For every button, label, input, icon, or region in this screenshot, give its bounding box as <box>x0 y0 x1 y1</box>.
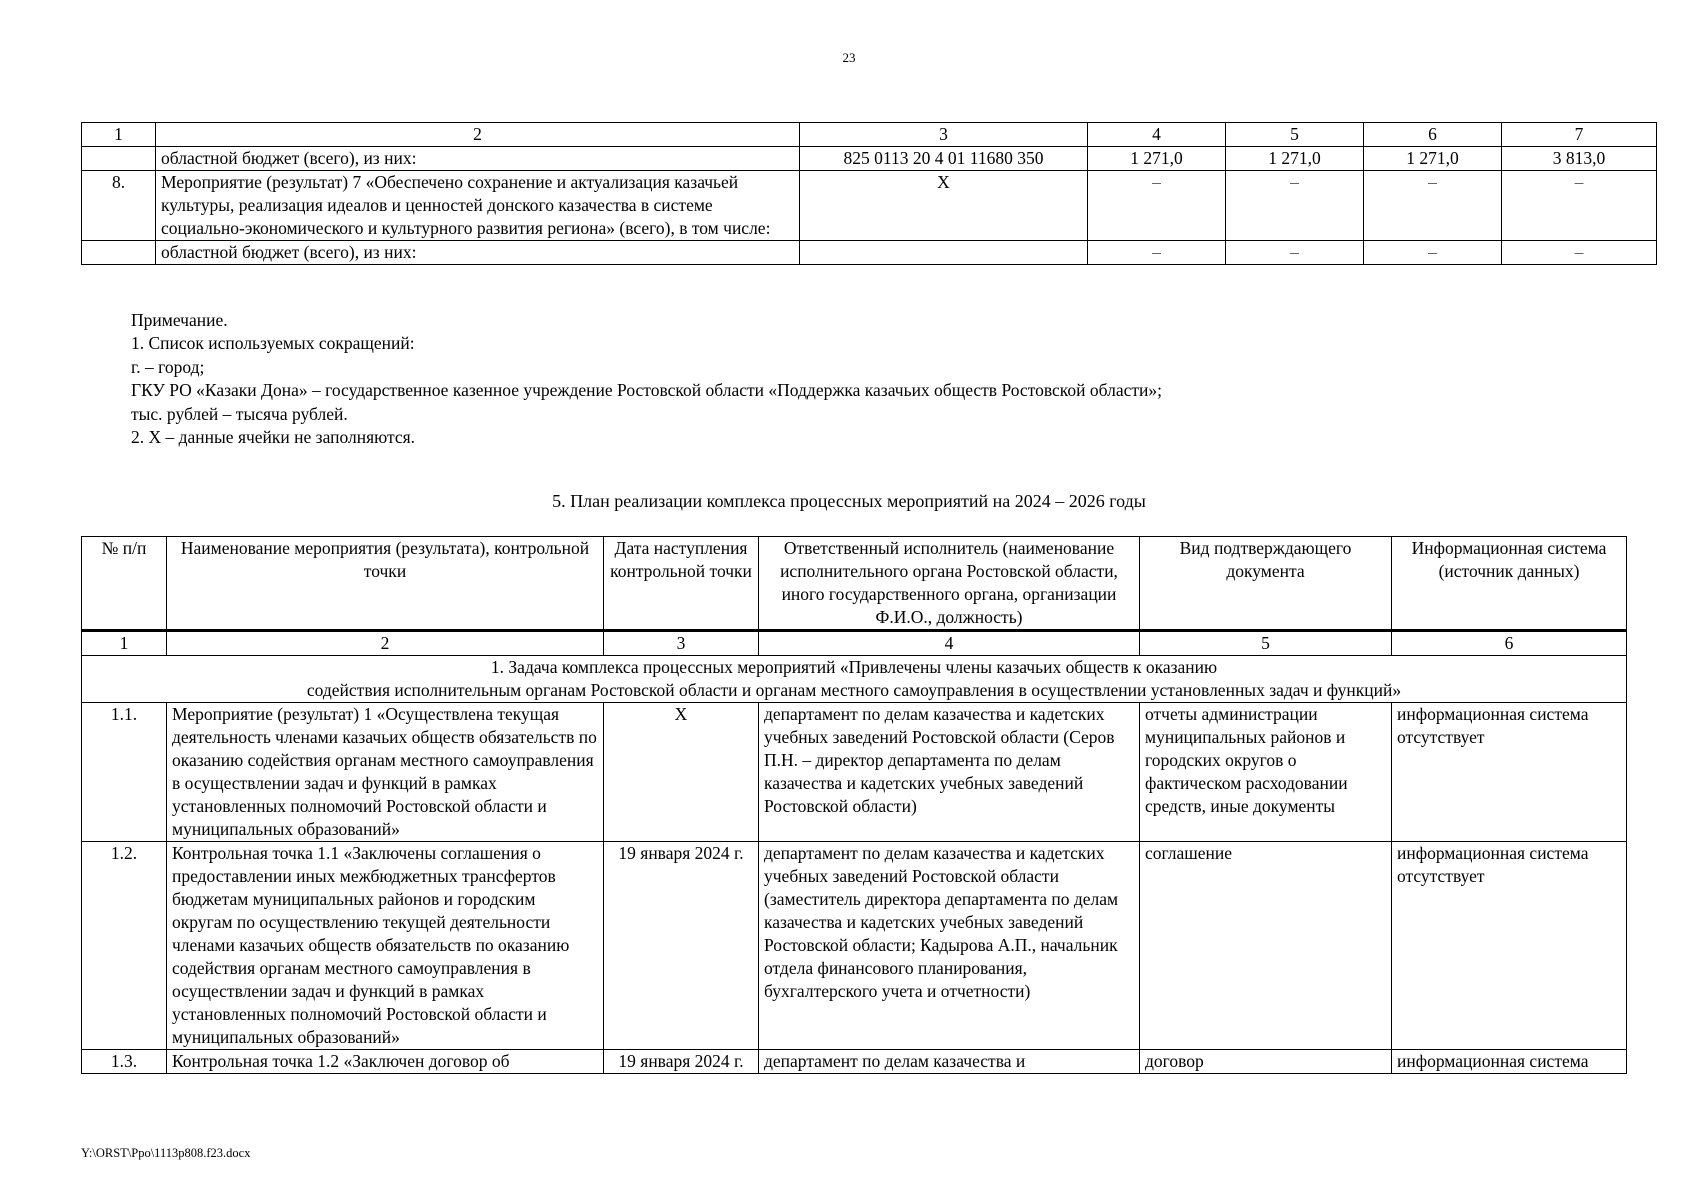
value-cell: 3 813,0 <box>1502 147 1657 171</box>
column-number: 5 <box>1226 123 1364 147</box>
header-cell-system: Информационная система (источник данных) <box>1392 537 1627 631</box>
system-cell: информационная система отсутствует <box>1392 703 1627 842</box>
item-name-cell: областной бюджет (всего), из них: <box>156 241 800 265</box>
value-cell: 1 271,0 <box>1364 147 1502 171</box>
header-cell-document: Вид подтверждающего документа <box>1140 537 1392 631</box>
value-cell: – <box>1226 241 1364 265</box>
item-name-cell: Контрольная точка 1.2 «Заключен договор об <box>167 1050 604 1074</box>
column-numbers-row <box>82 631 1627 656</box>
document-cell: соглашение <box>1140 842 1392 1050</box>
notes-line: 1. Список используемых сокращений: <box>131 333 415 354</box>
row-number-cell <box>82 241 156 265</box>
notes-line: 2. Х – данные ячейки не заполняются. <box>131 427 416 448</box>
notes-line: ГКУ РО «Казаки Дона» – государственное казенное учреждение Ростовской области «Поддержка казачьих обществ Ростовской области»; <box>131 380 1163 401</box>
row-number-cell: 1.2. <box>82 842 167 1050</box>
value-cell: – <box>1226 171 1364 241</box>
table-row <box>82 147 1657 171</box>
table-header-row <box>82 123 1657 147</box>
file-path-footer: Y:\ORST\Ppo\1113p808.f23.docx <box>81 1146 251 1160</box>
value-cell: 1 271,0 <box>1226 147 1364 171</box>
date-cell: 19 января 2024 г. <box>604 842 759 1050</box>
task-cell <box>82 656 1627 703</box>
value-cell: 1 271,0 <box>1088 147 1226 171</box>
column-number: 1 <box>82 123 156 147</box>
row-number-cell: 8. <box>82 171 156 241</box>
table-row <box>82 171 1657 241</box>
system-cell: информационная система <box>1392 1050 1627 1074</box>
column-number: 4 <box>759 631 1140 656</box>
value-cell: – <box>1502 171 1657 241</box>
date-cell: X <box>604 703 759 842</box>
task-line: содействия исполнительным органам Ростовской области и органам местного самоуправления в осуществлении установленных задач и функций» <box>306 680 1402 700</box>
date-cell: 19 января 2024 г. <box>604 1050 759 1074</box>
column-number: 1 <box>82 631 167 656</box>
row-number-cell <box>82 147 156 171</box>
column-number: 3 <box>800 123 1088 147</box>
notes-line: тыс. рублей – тысяча рублей. <box>131 403 348 424</box>
header-cell-date: Дата наступления контрольной точки <box>604 537 759 631</box>
section-title: 5. План реализации комплекса процессных мероприятий на 2024 – 2026 годы <box>552 491 1146 511</box>
header-cell-name: Наименование мероприятия (результата), контрольной точки <box>167 537 604 631</box>
item-name-cell: Мероприятие (результат) 7 «Обеспечено сохранение и актуализация казачьей культуры, реализация идеалов и ценностей донского казачества в системе социально-экономического и культурного развития региона» (всего), в том числе: <box>156 171 800 241</box>
budget-code-cell: 825 0113 20 4 01 11680 350 <box>800 147 1088 171</box>
item-name-cell: Мероприятие (результат) 1 «Осуществлена текущая деятельность членами казачьих обществ обязательств по оказанию содействия органам местного самоуправления в осуществлении задач и функций в рамках установленных полномочий Ростовской области и муниципальных образований» <box>167 703 604 842</box>
column-number: 4 <box>1088 123 1226 147</box>
table-header-row <box>82 537 1627 631</box>
value-cell: – <box>1088 171 1226 241</box>
item-name-cell: областной бюджет (всего), из них: <box>156 147 800 171</box>
value-cell: – <box>1364 171 1502 241</box>
value-cell: – <box>1502 241 1657 265</box>
document-cell: отчеты администрации муниципальных районов и городских округов о фактическом расходовании средств, иные документы <box>1140 703 1392 842</box>
executor-cell: департамент по делам казачества и кадетских учебных заведений Ростовской области (Серов П.Н. – директор департамента по делам казачества и кадетских учебных заведений Ростовской области) <box>759 703 1140 842</box>
notes-line: г. – город; <box>131 356 205 377</box>
header-cell-number: № п/п <box>82 537 167 631</box>
column-number: 6 <box>1364 123 1502 147</box>
table-row <box>82 241 1657 265</box>
table-row <box>82 1050 1627 1074</box>
column-number: 5 <box>1140 631 1392 656</box>
value-cell: – <box>1088 241 1226 265</box>
page-number: 23 <box>842 50 856 65</box>
table-row <box>82 703 1627 842</box>
funding-table <box>81 122 1657 265</box>
row-number-cell: 1.1. <box>82 703 167 842</box>
task-line: 1. Задача комплекса процессных мероприятий «Привлечены члены казачьих обществ к оказанию <box>490 657 1218 677</box>
column-number: 3 <box>604 631 759 656</box>
item-name-cell: Контрольная точка 1.1 «Заключены соглашения о предоставлении иных межбюджетных трансфертов бюджетам муниципальных районов и городским округам по осуществлению текущей деятельности членами казачьих обществ обязательств по оказанию содействия органам местного самоуправления в осуществлении задач и функций в рамках установленных полномочий Ростовской области и муниципальных образований» <box>167 842 604 1050</box>
task-row <box>82 656 1627 703</box>
budget-code-cell: X <box>800 171 1088 241</box>
plan-table <box>81 536 1627 1074</box>
value-cell: – <box>1364 241 1502 265</box>
notes-block <box>131 309 1162 449</box>
column-number: 2 <box>156 123 800 147</box>
column-number: 6 <box>1392 631 1627 656</box>
notes-title: Примечание. <box>131 310 228 330</box>
executor-cell: департамент по делам казачества и кадетских учебных заведений Ростовской области (заместитель директора департамента по делам казачества и кадетских учебных заведений Ростовской области; Кадырова А.П., начальник отдела финансового планирования, бухгалтерского учета и отчетности) <box>759 842 1140 1050</box>
budget-code-cell <box>800 241 1088 265</box>
column-number: 7 <box>1502 123 1657 147</box>
column-number: 2 <box>167 631 604 656</box>
header-cell-executor: Ответственный исполнитель (наименование исполнительного органа Ростовской области, иного государственного органа, организации Ф.И.О., должность) <box>759 537 1140 631</box>
document-cell: договор <box>1140 1050 1392 1074</box>
system-cell: информационная система отсутствует <box>1392 842 1627 1050</box>
row-number-cell: 1.3. <box>82 1050 167 1074</box>
executor-cell: департамент по делам казачества и <box>759 1050 1140 1074</box>
table-row <box>82 842 1627 1050</box>
